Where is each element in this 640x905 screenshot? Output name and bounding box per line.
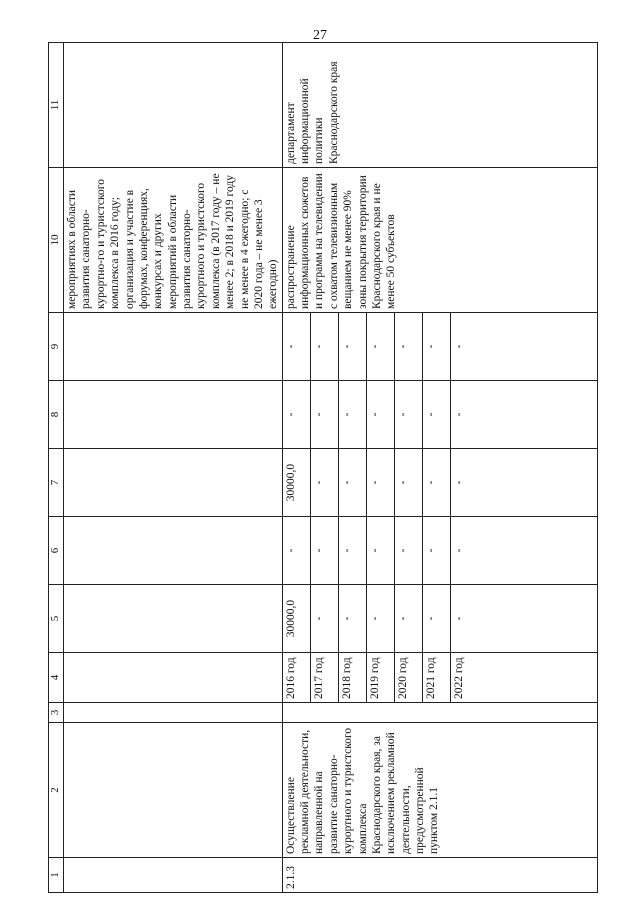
col-number: 8 bbox=[49, 381, 64, 449]
year-label: 2021 год bbox=[422, 653, 450, 703]
column-number-row bbox=[49, 43, 64, 893]
value-c7: - bbox=[366, 449, 394, 517]
value-c8: - bbox=[310, 381, 338, 449]
value-c6: - bbox=[366, 517, 394, 585]
year-label: 2016 год bbox=[282, 653, 310, 703]
year-label: 2019 год bbox=[366, 653, 394, 703]
cell bbox=[64, 723, 283, 858]
item-number: 2.1.3 bbox=[282, 858, 597, 893]
total-value: - bbox=[310, 585, 338, 653]
cell bbox=[64, 585, 283, 653]
result-text: распространение информационных сюжетов и программ на телевидении с охватом телевизионным вещанием не менее 90% зоны покрытия территории Краснодарского края и не менее 50 субъектов bbox=[282, 168, 597, 313]
col-number: 4 bbox=[49, 653, 64, 703]
total-value: - bbox=[366, 585, 394, 653]
value-c9: - bbox=[422, 313, 450, 381]
value-c9: - bbox=[450, 313, 597, 381]
value-c6: - bbox=[394, 517, 422, 585]
total-value: - bbox=[338, 585, 366, 653]
total-value: - bbox=[422, 585, 450, 653]
year-row bbox=[282, 43, 310, 893]
col-number: 6 bbox=[49, 517, 64, 585]
value-c8: - bbox=[450, 381, 597, 449]
col-number: 11 bbox=[49, 43, 64, 168]
program-table bbox=[48, 42, 598, 893]
value-c6: - bbox=[338, 517, 366, 585]
value-c8: - bbox=[394, 381, 422, 449]
year-label: 2017 год bbox=[310, 653, 338, 703]
year-label: 2022 год bbox=[450, 653, 597, 703]
value-c7: - bbox=[310, 449, 338, 517]
total-value: 30000,0 bbox=[282, 585, 310, 653]
value-c6: - bbox=[282, 517, 310, 585]
col-number: 3 bbox=[49, 703, 64, 723]
value-c9: - bbox=[310, 313, 338, 381]
cell bbox=[64, 517, 283, 585]
value-c9: - bbox=[282, 313, 310, 381]
cell bbox=[282, 703, 597, 723]
cell bbox=[64, 858, 283, 893]
value-c9: - bbox=[366, 313, 394, 381]
continued-row bbox=[64, 43, 283, 893]
rotated-table-area bbox=[48, 43, 598, 893]
value-c9: - bbox=[338, 313, 366, 381]
value-c7: - bbox=[450, 449, 597, 517]
col-number: 7 bbox=[49, 449, 64, 517]
value-c6: - bbox=[310, 517, 338, 585]
cell bbox=[64, 703, 283, 723]
value-c6: - bbox=[422, 517, 450, 585]
value-c8: - bbox=[338, 381, 366, 449]
cell bbox=[64, 381, 283, 449]
value-c7: - bbox=[394, 449, 422, 517]
page-number: 27 bbox=[313, 28, 327, 43]
item-name: Осуществление рекламной деятельности, направленной на развитие санаторно-курортного и туристского комплекса Краснодарского края, за исключением рекламной деятельности, предусмотренной пунктом 2.1.1 bbox=[282, 723, 597, 858]
executor: департамент информационной политики Краснодарского края bbox=[282, 43, 597, 168]
cell bbox=[64, 313, 283, 381]
value-c8: - bbox=[366, 381, 394, 449]
rotated-table-wrapper bbox=[48, 43, 598, 893]
col-number: 10 bbox=[49, 168, 64, 313]
prev-result-text: мероприятиях в области развития санаторно-курортно-го и туристского комплекса в 2016 году; организация и участие в форумах, конференциях, конкурсах и других мероприятий в области развития санаторно-курортного и туристского комплекса (в 2017 году – не менее 2; в 2018 и 2019 году не менее в 4 ежегодно; с 2020 года – не менее 3 ежегодно) bbox=[64, 168, 283, 313]
col-number: 5 bbox=[49, 585, 64, 653]
year-label: 2018 год bbox=[338, 653, 366, 703]
prev-executor bbox=[64, 43, 283, 168]
value-c7: - bbox=[422, 449, 450, 517]
total-value: - bbox=[450, 585, 597, 653]
value-c8: - bbox=[422, 381, 450, 449]
cell bbox=[64, 449, 283, 517]
total-value: - bbox=[394, 585, 422, 653]
col-number: 9 bbox=[49, 313, 64, 381]
col-number: 2 bbox=[49, 723, 64, 858]
value-c7: - bbox=[338, 449, 366, 517]
cell bbox=[64, 653, 283, 703]
value-c8: - bbox=[282, 381, 310, 449]
col-number: 1 bbox=[49, 858, 64, 893]
value-c6: - bbox=[450, 517, 597, 585]
value-c7: 30000,0 bbox=[282, 449, 310, 517]
value-c9: - bbox=[394, 313, 422, 381]
year-label: 2020 год bbox=[394, 653, 422, 703]
